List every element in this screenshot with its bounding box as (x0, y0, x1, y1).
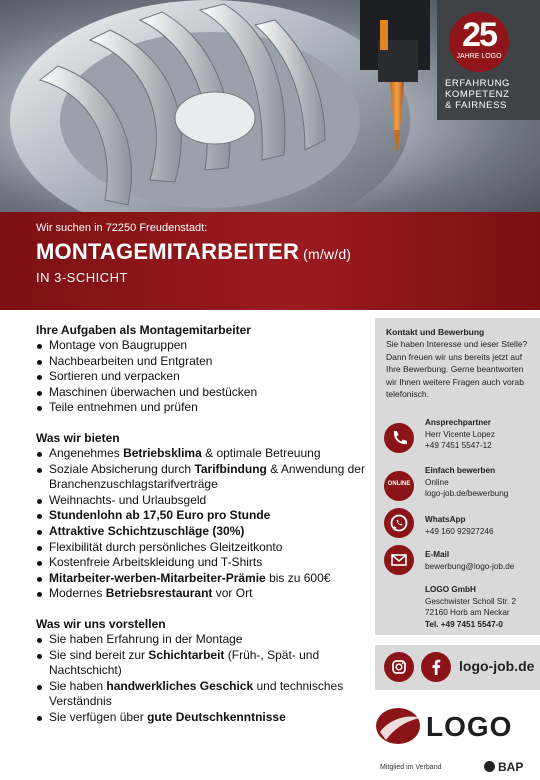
whatsapp-number[interactable]: +49 160 92927246 (425, 526, 494, 536)
email-address[interactable]: bewerbung@logo-job.de (425, 561, 515, 571)
item-text: (Früh-, Spät- und Nachtschicht) (49, 647, 320, 678)
list-item (36, 385, 366, 401)
facebook-icon[interactable] (421, 652, 451, 682)
list-item (36, 586, 366, 602)
list-item (36, 446, 366, 462)
emphasis-text: Attraktive Schichtzuschläge (30%) (49, 523, 245, 538)
emphasis-text: gute Deutschkenntnisse (147, 709, 286, 724)
item-text: Sie haben Erfahrung in der Montage (49, 631, 243, 646)
emphasis-text: handwerkliches Geschick (106, 678, 254, 693)
list-item (36, 632, 366, 648)
badge-word: ERFAHRUNG (445, 78, 511, 89)
email-icon[interactable] (384, 545, 414, 575)
list-item (36, 524, 366, 540)
list-item (36, 493, 366, 509)
contact-text: Sie haben Interesse und ieser Stelle? Dann freuen wir uns bereits jetzt auf Ihre Bewerbung. Gerne beantworten wir Ihnen weitere Fragen auch vorab telefonisch. (386, 339, 528, 400)
list-item (36, 710, 366, 726)
item-text: bis zu 600€ (265, 570, 331, 585)
emphasis-text: Tarifbindung (194, 461, 267, 476)
badge-values (445, 78, 537, 111)
list-item (36, 540, 366, 556)
section-title: Was wir uns vorstellen (36, 616, 166, 631)
item-text: und technisches Verständnis (49, 678, 344, 709)
list-item (36, 508, 366, 524)
item-text: & optimale Betreuung (201, 445, 321, 460)
item-text: & Anwendung der Branchenzuschlagstarifverträge (49, 461, 365, 492)
contact-heading: Kontakt und Bewerbung (386, 327, 485, 337)
item-text: Sie sind bereit zur (49, 647, 149, 662)
address-street: Geschwister Scholl Str. 2 (425, 596, 517, 606)
item-text: Kostenfreie Arbeitskleidung und T-Shirts (49, 555, 263, 570)
contact-label-sub: Online (425, 477, 449, 487)
anniversary-badge (449, 12, 509, 72)
item-text: Maschinen überwachen und bestücken (49, 384, 258, 399)
badge-word: KOMPETENZ (445, 89, 510, 100)
section-title: Was wir bieten (36, 430, 120, 445)
item-text: Weihnachts- und Urlaubsgeld (49, 492, 207, 507)
contact-panel (375, 318, 540, 635)
association-logo (484, 760, 523, 774)
website-link[interactable]: logo-job.de (459, 658, 535, 674)
list-item (36, 648, 366, 679)
list-item (36, 462, 366, 493)
job-title-banner (0, 212, 540, 310)
company-phone[interactable]: Tel. +49 7451 5547-0 (425, 619, 503, 629)
online-apply (425, 465, 537, 500)
item-text: Soziale Absicherung durch (49, 461, 195, 476)
list-item (36, 338, 366, 354)
shift-info: IN 3-SCHICHT (36, 270, 128, 285)
item-text: Montage von Baugruppen (49, 338, 188, 352)
contact-person (425, 417, 537, 452)
list-item (36, 679, 366, 710)
list-item (36, 400, 366, 416)
location-kicker: Wir suchen in 72250 Freudenstadt: (36, 222, 208, 234)
item-text: vor Ort (212, 586, 253, 601)
contact-intro (386, 326, 534, 400)
address-city: 72160 Horb am Neckar (425, 608, 510, 617)
company-name: LOGO GmbH (425, 585, 476, 594)
online-apply-icon[interactable] (384, 471, 414, 501)
bullet-list (36, 446, 366, 602)
online-badge-text: ONLINE (387, 481, 411, 487)
emphasis-text: Mitarbeiter-werben-Mitarbeiter-Prämie (49, 570, 266, 585)
item-text: Angenehmes (49, 445, 124, 460)
emphasis-text: Betriebsklima (123, 445, 202, 460)
email-contact (425, 549, 537, 572)
emphasis-text: Betriebsrestaurant (105, 586, 213, 601)
item-text: Flexibilität durch persönliches Gleitzeitkonto (49, 539, 283, 554)
job-title (36, 239, 351, 265)
apply-link[interactable]: logo-job.de/bewerbung (425, 489, 509, 498)
list-item (36, 369, 366, 385)
list-item (36, 555, 366, 571)
bullet-list (36, 338, 366, 416)
whatsapp-icon[interactable] (384, 508, 414, 538)
badge-number: 25 (462, 16, 496, 54)
membership-note: Mitglied im Verband (380, 764, 442, 771)
association-name: BAP (498, 760, 524, 774)
bap-icon (484, 761, 495, 772)
logo-text: LOGO (426, 711, 513, 742)
badge-word: & FAIRNESS (445, 100, 507, 111)
emphasis-text: Schichtarbeit (148, 647, 225, 662)
section-title: Ihre Aufgaben als Montagemitarbeiter (36, 323, 251, 337)
contact-phone[interactable]: +49 7451 5547-12 (425, 441, 492, 450)
contact-label: Einfach bewerben (425, 466, 496, 475)
emphasis-text: Stundenlohn ab 17,50 Euro pro Stunde (49, 508, 271, 523)
list-item (36, 354, 366, 370)
list-item (36, 571, 366, 587)
whatsapp-contact (425, 514, 537, 537)
job-title-text: MONTAGEMITARBEITER (36, 239, 300, 264)
contact-label: E-Mail (425, 550, 450, 559)
social-bar (375, 645, 540, 690)
bullet-list (36, 632, 366, 726)
item-text: Nachbearbeiten und Entgraten (49, 353, 213, 368)
contact-name: Herr Vicente Lopez (425, 429, 495, 439)
badge-subtitle: JAHRE LOGO (456, 53, 502, 60)
phone-icon[interactable] (384, 423, 414, 453)
item-text: Modernes (49, 586, 106, 601)
job-description (36, 322, 366, 739)
item-text: Sie verfügen über (49, 709, 148, 724)
company-address (425, 584, 537, 630)
company-logo (376, 702, 536, 755)
item-text: Teile entnehmen und prüfen (49, 400, 198, 415)
contact-label: Ansprechpartner (425, 418, 491, 427)
gender-suffix: (m/w/d) (303, 246, 352, 262)
item-text: Sortieren und verpacken (49, 369, 180, 384)
item-text: Sie haben (49, 678, 107, 693)
instagram-icon[interactable] (384, 652, 414, 682)
contact-label: WhatsApp (425, 515, 466, 524)
